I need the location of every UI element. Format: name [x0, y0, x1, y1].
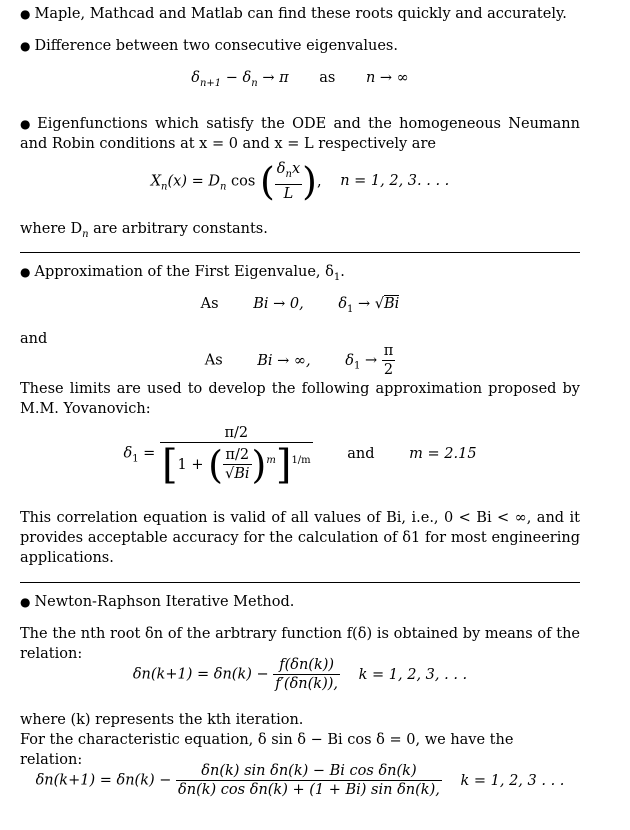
text-and: and [20, 331, 48, 347]
text-correlation: This correlation equation is valid of all values of Bi, i.e., 0 < Bi < ∞, and it provides acceptable accuracy for the calculation of δ1 for most engineering applications. [20, 510, 580, 566]
bullet-difference [20, 36, 398, 56]
equation-eigenfunction: $X_n(x) = D_n$ cos ( $\frac{\delta_nx}{L}$ ), n = 1, 2, 3. . . . [150, 159, 450, 204]
equation-limit-infinity: As Bi → ∞, $\delta_1$ → $\frac{\pi}{2}$ [204, 343, 394, 378]
text-eigenfunctions: Eigenfunctions which satisfy the ODE and the homogeneous Neumann and Robin conditions at x = 0 and x = L respectively are [20, 116, 580, 152]
bullet-first-eigenvalue: ● Approximation of the First Eigenvalue, $\delta_1$. [20, 264, 345, 283]
equation-yovanovich: $\delta_1$ = π/2 [1 + ( $\frac{\pi/2}{√Bi}$ )$^m$]$^{1/m}$ and m = 2.15 [123, 425, 477, 488]
bullet-icon: ● [20, 39, 31, 53]
equation-iteration: δn(k+1) = δn(k) − $\frac{\text{δn(k) sin δn(k) − Bi cos δn(k)}}{\text{δn(k) cos δn(k) + (1 + Bi) sin δn(k),}}$ k = 1, 2, 3 . . . [35, 763, 565, 798]
equation-limit-zero: As Bi → 0, $\delta_1 \to √Bi$ [200, 296, 400, 315]
bullet-icon: ● [20, 595, 31, 609]
bullet-icon: ● [20, 117, 34, 131]
text-nth-root: The the nth root δn of the arbtrary function f(δ) is obtained by means of the relation: [20, 626, 580, 662]
where-constants: where $D_n$ are arbitrary constants. [20, 221, 268, 240]
text-where-k: where (k) represents the kth iteration. [20, 712, 304, 728]
bullet-maple [20, 4, 567, 24]
divider [20, 252, 580, 253]
bullet-icon: ● [20, 7, 31, 21]
bullet-eigenfunctions [20, 114, 580, 154]
text-limits: These limits are used to develop the following approximation proposed by M.M. Yovanovich: [20, 381, 580, 417]
text-difference: Difference between two consecutive eigenvalues. [34, 38, 398, 54]
text-characteristic: For the characteristic equation, δ sin δ − Bi cos δ = 0, we have the relation: [20, 732, 514, 768]
divider [20, 582, 580, 583]
text-maple: Maple, Mathcad and Matlab can find these roots quickly and accurately. [34, 6, 567, 22]
equation-eigen-difference: $\delta_{n+1} - \delta_n \to \pi$ as n → ∞ [191, 70, 409, 89]
equation-newton: δn(k+1) = δn(k) − $\frac{f(\delta n(k))}{f'(\delta n(k)),}$ k = 1, 2, 3, . . . [132, 657, 468, 692]
bullet-icon: ● [20, 265, 31, 279]
bullet-newton-raphson: ● Newton-Raphson Iterative Method. [20, 594, 295, 610]
